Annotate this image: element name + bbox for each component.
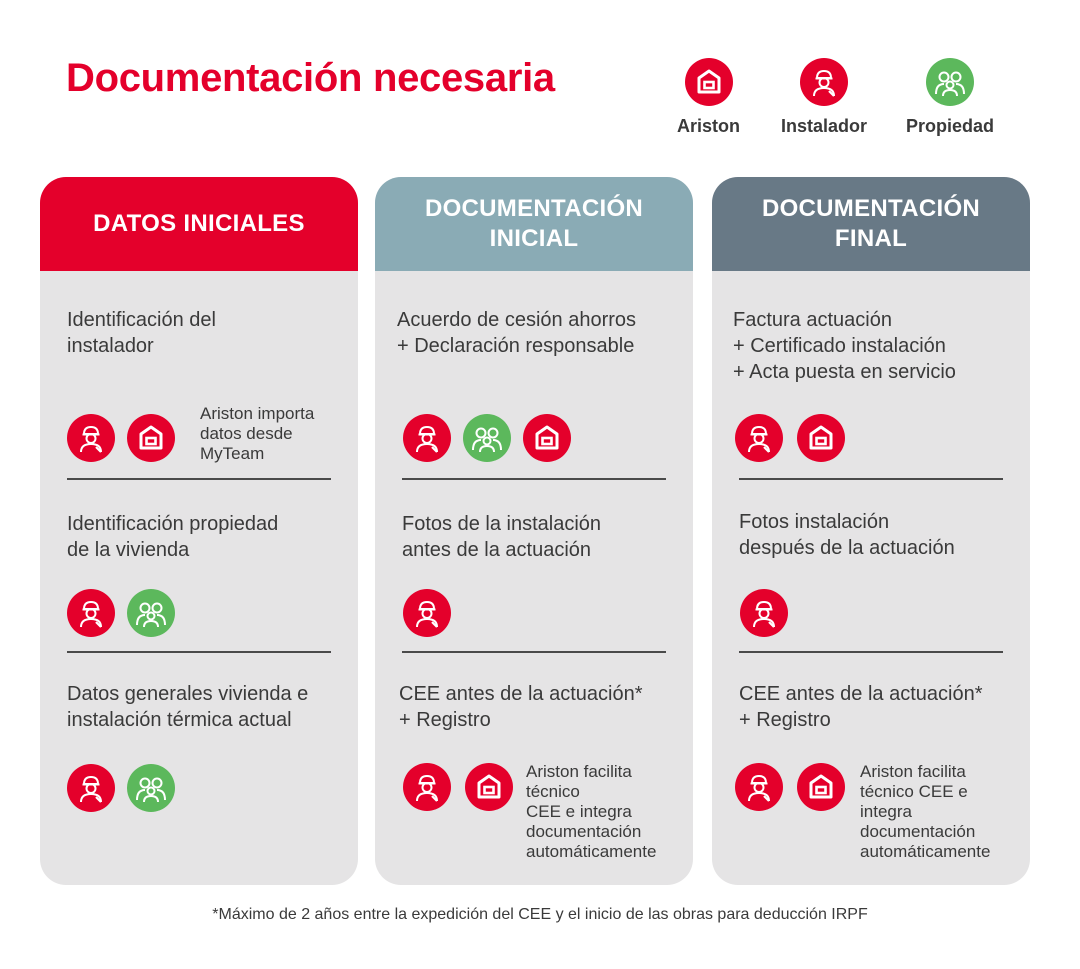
column-title: DOCUMENTACIÓN [761, 195, 981, 222]
legend-item-instalador [781, 58, 867, 137]
note-line: Ariston importa [200, 404, 315, 423]
responsible-icons [67, 589, 175, 637]
note-line: documentación [526, 822, 642, 841]
section-line: Identificación propiedad [67, 513, 279, 535]
responsible-icons [67, 764, 175, 812]
section-line: Datos generales vivienda e [67, 683, 309, 705]
family-icon [127, 764, 175, 812]
section-line: CEE antes de la actuación* [399, 683, 643, 705]
column-datos-iniciales [40, 177, 358, 885]
legend-item-ariston [677, 58, 740, 137]
responsible-icons [67, 414, 175, 462]
page-title: Documentación necesaria [66, 56, 555, 100]
section-note [200, 404, 314, 464]
column-documentacion-final [712, 177, 1030, 885]
section-text [67, 681, 308, 733]
section-text [739, 681, 983, 733]
divider [739, 478, 1003, 480]
installer-icon [740, 589, 788, 637]
section-line: después de la actuación [739, 537, 955, 559]
note-line: integra [860, 802, 912, 821]
section-line: CEE antes de la actuación* [739, 683, 983, 705]
section-line: + Registro [739, 709, 831, 731]
section-line: antes de la actuación [402, 539, 592, 561]
section-text [733, 307, 956, 385]
section-text [402, 511, 601, 563]
installer-icon [735, 763, 783, 811]
column-title: FINAL [834, 225, 908, 252]
column-header [712, 177, 1030, 271]
responsible-icons [403, 414, 571, 462]
section-line: Acuerdo de cesión ahorros [397, 309, 637, 331]
note-line: Ariston facilita [526, 762, 632, 781]
section-line: Factura actuación [733, 309, 892, 331]
legend-label: Propiedad [906, 116, 995, 136]
footnote: *Máximo de 2 años entre la expedición del CEE y el inicio de las obras para deducción IRPF [212, 906, 868, 923]
legend-label: Instalador [781, 116, 868, 136]
divider [402, 651, 666, 653]
installer-icon [403, 589, 451, 637]
note-line: automáticamente [860, 842, 991, 861]
section-line: de la vivienda [67, 539, 190, 561]
section-line: Fotos instalación [739, 511, 890, 533]
section-line: instalación térmica actual [67, 709, 292, 731]
installer-icon [67, 589, 115, 637]
divider [739, 651, 1003, 653]
family-icon [926, 58, 974, 106]
section-line: instalador [67, 335, 154, 357]
legend-item-propiedad [906, 58, 994, 137]
section-note [526, 762, 656, 862]
house-icon [127, 414, 175, 462]
section-line: Identificación del [67, 309, 216, 331]
column-title: INICIAL [489, 225, 579, 252]
note-line: MyTeam [200, 444, 265, 463]
note-line: Ariston facilita [860, 762, 966, 781]
section-text [399, 681, 643, 733]
section-line: + Certificado instalación [733, 335, 946, 357]
section-note [860, 762, 990, 862]
house-icon [523, 414, 571, 462]
house-icon [797, 763, 845, 811]
note-line: CEE e integra [526, 802, 632, 821]
responsible-icons [735, 763, 845, 811]
divider [402, 478, 666, 480]
installer-icon [800, 58, 848, 106]
house-icon [797, 414, 845, 462]
column-documentacion-inicial [375, 177, 693, 885]
house-icon [465, 763, 513, 811]
installer-icon [403, 414, 451, 462]
note-line: documentación [860, 822, 976, 841]
legend-label: Ariston [677, 116, 740, 136]
section-text [739, 509, 955, 561]
section-line: + Declaración responsable [397, 335, 635, 357]
column-header [375, 177, 693, 271]
note-line: automáticamente [526, 842, 657, 861]
note-line: técnico CEE e [860, 782, 968, 801]
installer-icon [67, 764, 115, 812]
note-line: datos desde [200, 424, 293, 443]
installer-icon [403, 763, 451, 811]
section-text [67, 511, 278, 563]
note-line: técnico [526, 782, 580, 801]
responsible-icons [403, 763, 513, 811]
responsible-icons [740, 589, 788, 637]
installer-icon [735, 414, 783, 462]
column-header [40, 177, 358, 271]
section-text [397, 307, 636, 359]
responsible-icons [403, 589, 451, 637]
column-title: DOCUMENTACIÓN [424, 195, 644, 222]
divider [67, 478, 331, 480]
section-text [67, 307, 216, 359]
house-icon [685, 58, 733, 106]
section-line: Fotos de la instalación [402, 513, 602, 535]
divider [67, 651, 331, 653]
responsible-icons [735, 414, 845, 462]
column-title: DATOS INICIALES [93, 210, 305, 237]
family-icon [463, 414, 511, 462]
family-icon [127, 589, 175, 637]
installer-icon [67, 414, 115, 462]
section-line: + Acta puesta en servicio [733, 361, 956, 383]
section-line: + Registro [399, 709, 491, 731]
